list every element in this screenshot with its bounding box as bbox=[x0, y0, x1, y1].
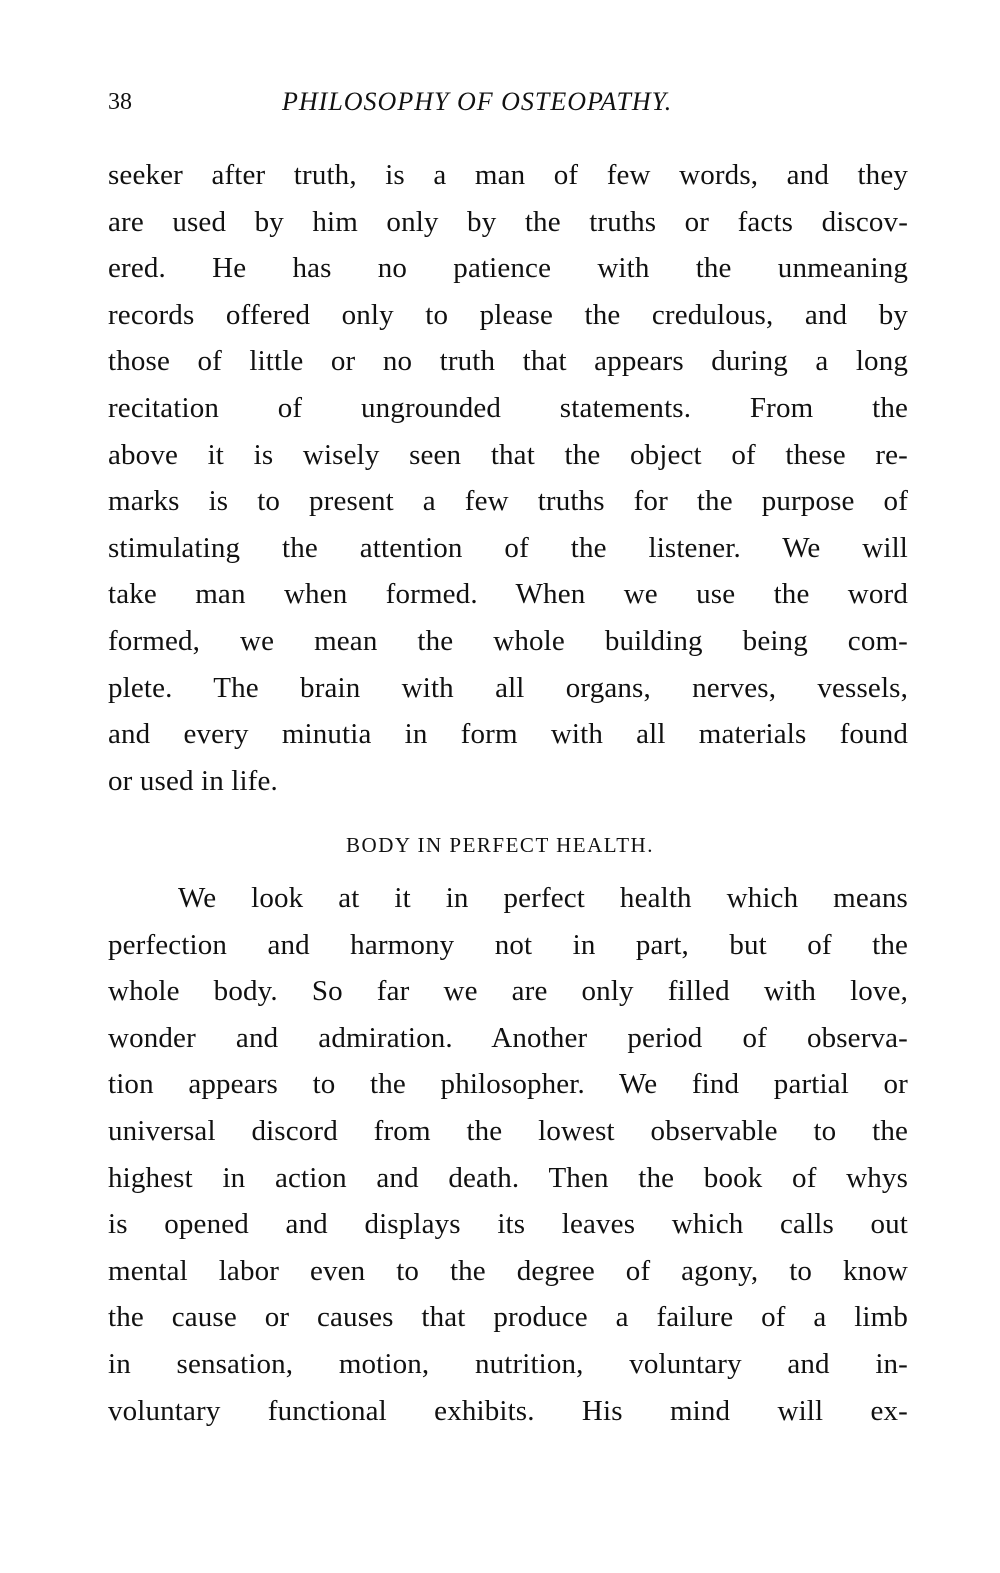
text-line: marks is to present a few truths for the purpose of bbox=[108, 485, 908, 518]
paragraph-1 bbox=[108, 152, 908, 804]
text-line: plete. The brain with all organs, nerves, vessels, bbox=[108, 671, 908, 704]
text-line: ered. He has no patience with the unmeaning bbox=[108, 252, 908, 285]
text-line: and every minutia in form with all materials found bbox=[108, 718, 908, 751]
page-number: 38 bbox=[108, 89, 132, 115]
text-line: We look at it in perfect health which means bbox=[178, 882, 908, 914]
text-line: seeker after truth, is a man of few words, and they bbox=[108, 159, 908, 191]
text-line: above it is wisely seen that the object of these re- bbox=[108, 438, 908, 471]
section-heading: BODY IN PERFECT HEALTH. bbox=[346, 833, 654, 857]
text-line: universal discord from the lowest observable to the bbox=[108, 1114, 908, 1147]
text-line: mental labor even to the degree of agony, to know bbox=[108, 1254, 908, 1287]
text-line: or used in life. bbox=[108, 764, 278, 797]
text-line: perfection and harmony not in part, but of the bbox=[108, 928, 908, 961]
text-line: voluntary functional exhibits. His mind will ex- bbox=[108, 1394, 908, 1427]
text-line: in sensation, motion, nutrition, voluntary and in- bbox=[108, 1347, 908, 1380]
running-head bbox=[108, 84, 908, 124]
text-line: those of little or no truth that appears during a long bbox=[108, 345, 908, 378]
text-line: recitation of ungrounded statements. From the bbox=[108, 391, 908, 424]
text-line: highest in action and death. Then the book of whys bbox=[108, 1161, 908, 1194]
text-line: whole body. So far we are only filled with love, bbox=[108, 975, 908, 1008]
text-line: records offered only to please the credulous, and by bbox=[108, 298, 908, 331]
text-line: wonder and admiration. Another period of observa- bbox=[108, 1021, 908, 1054]
text-line: the cause or causes that produce a failure of a limb bbox=[108, 1301, 908, 1334]
text-line: tion appears to the philosopher. We find partial or bbox=[108, 1068, 908, 1101]
running-title: PHILOSOPHY OF OSTEOPATHY. bbox=[282, 87, 673, 116]
text-line: stimulating the attention of the listener. We will bbox=[108, 531, 908, 564]
text-line: formed, we mean the whole building being com- bbox=[108, 624, 908, 657]
text-line: are used by him only by the truths or facts discov- bbox=[108, 205, 908, 238]
text-line: is opened and displays its leaves which calls out bbox=[108, 1208, 908, 1241]
paragraph-2 bbox=[108, 875, 908, 1434]
text-line: take man when formed. When we use the word bbox=[108, 578, 908, 611]
